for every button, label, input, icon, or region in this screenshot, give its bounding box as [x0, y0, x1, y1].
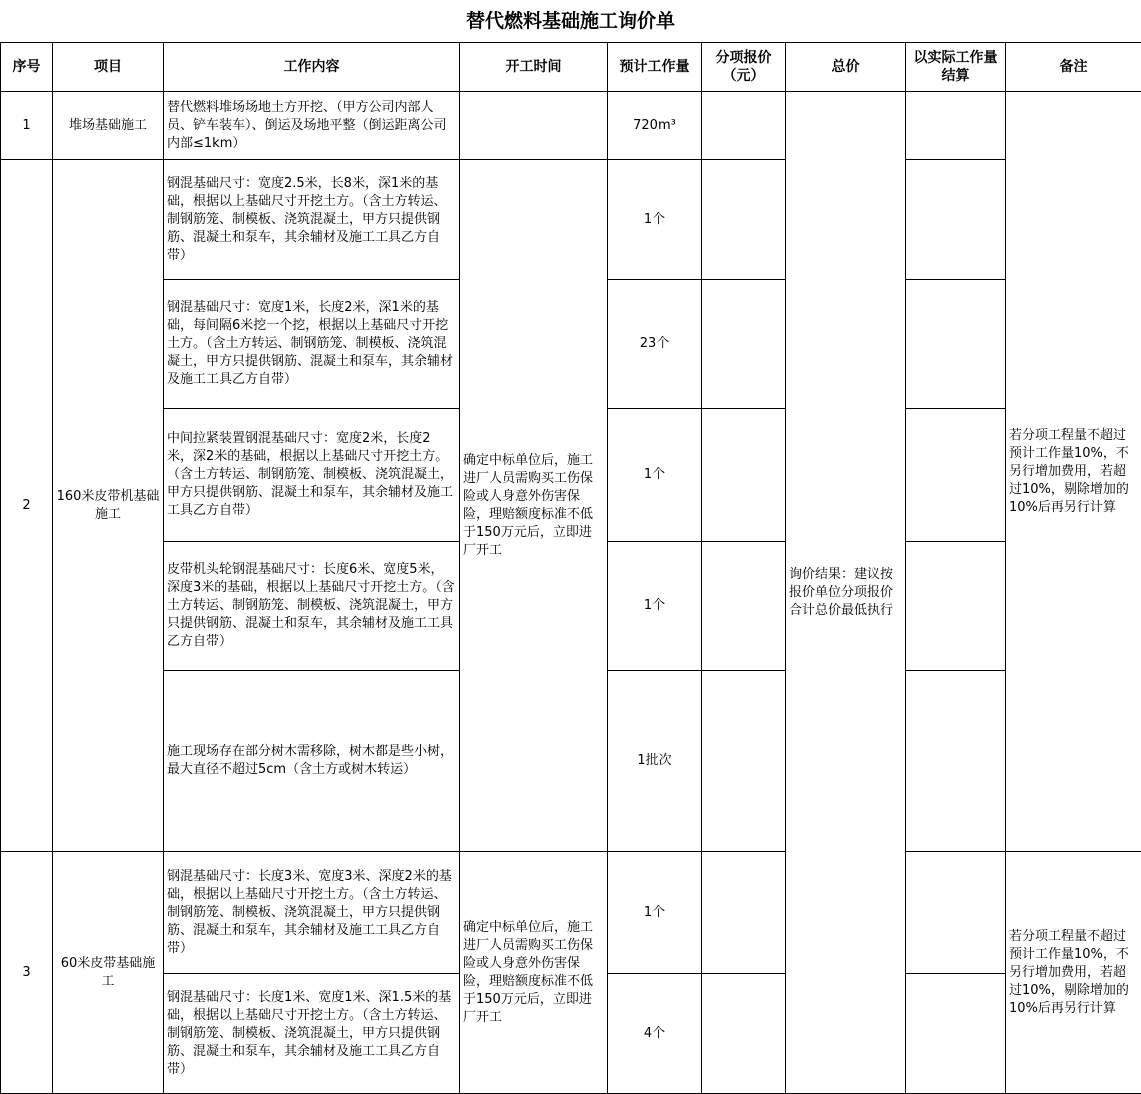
table-row: [1, 92, 1141, 160]
qty-cell: 1个: [608, 409, 702, 542]
header-remark: 备注: [1006, 43, 1141, 92]
settle-cell: [906, 92, 1006, 160]
item-cell: 160米皮带机基础施工: [53, 160, 164, 852]
settle-cell: [906, 542, 1006, 671]
content-cell: 替代燃料堆场场地土方开挖、（甲方公司内部人员、铲车装车）、倒运及场地平整（倒运距离公司内部≤1km）: [164, 92, 460, 160]
content-cell: 钢混基础尺寸：宽度2.5米，长8米，深1米的基础，根据以上基础尺寸开挖土方。（含土方转运、制钢筋笼、制模板、浇筑混凝土，甲方只提供钢筋、混凝土和泵车，其余辅材及施工工具乙方自带）: [164, 160, 460, 280]
content-cell: 钢混基础尺寸：长度3米、宽度3米、深度2米的基础，根据以上基础尺寸开挖土方。（含土方转运、制钢筋笼、制模板、浇筑混凝土，甲方只提供钢筋、混凝土和泵车，其余辅材及施工工具乙方自带）: [164, 852, 460, 974]
qty-cell: 1个: [608, 160, 702, 280]
quotation-table: [0, 42, 1141, 1094]
header-row: [1, 43, 1141, 92]
qty-cell: 1批次: [608, 671, 702, 852]
qty-cell: 720m³: [608, 92, 702, 160]
settle-cell: [906, 160, 1006, 280]
qty-cell: 1个: [608, 542, 702, 671]
seq-cell: 3: [1, 852, 53, 1094]
settle-cell: [906, 671, 1006, 852]
total-cell: 询价结果：建议按报价单位分项报价合计总价最低执行: [786, 92, 906, 1094]
seq-cell: 1: [1, 92, 53, 160]
header-total: 总价: [786, 43, 906, 92]
table-row: [1, 852, 1141, 974]
price-cell: [702, 671, 786, 852]
price-cell: [702, 852, 786, 974]
seq-cell: 2: [1, 160, 53, 852]
start-cell: 确定中标单位后，施工进厂人员需购买工伤保险或人身意外伤害保险，理赔额度标准不低于150万元后，立即进厂开工: [460, 160, 608, 852]
content-cell: 钢混基础尺寸：长度1米、宽度1米、深1.5米的基础，根据以上基础尺寸开挖土方。（含土方转运、制钢筋笼、制模板、浇筑混凝土，甲方只提供钢筋、混凝土和泵车，其余辅材及施工工具乙方自带）: [164, 974, 460, 1094]
remark-cell: 若分项工程量不超过预计工作量10%，不另行增加费用，若超过10%，剔除增加的10%后再另行计算: [1006, 92, 1141, 852]
content-cell: 钢混基础尺寸：宽度1米，长度2米，深1米的基础，每间隔6米挖一个挖，根据以上基础尺寸开挖土方。（含土方转运、制钢筋笼、制模板、浇筑混凝土，甲方只提供钢筋、混凝土和泵车，其余辅材及施工工具乙方自带）: [164, 280, 460, 409]
price-cell: [702, 409, 786, 542]
settle-cell: [906, 280, 1006, 409]
header-seq: 序号: [1, 43, 53, 92]
qty-cell: 1个: [608, 852, 702, 974]
header-qty: 预计工作量: [608, 43, 702, 92]
header-price: 分项报价（元）: [702, 43, 786, 92]
content-cell: 施工现场存在部分树木需移除，树木都是些小树，最大直径不超过5cm（含土方或树木转运）: [164, 671, 460, 852]
item-cell: 堆场基础施工: [53, 92, 164, 160]
header-content: 工作内容: [164, 43, 460, 92]
remark-cell: 若分项工程量不超过预计工作量10%，不另行增加费用，若超过10%，剔除增加的10%后再另行计算: [1006, 852, 1141, 1094]
start-cell-empty: [460, 92, 608, 160]
start-cell: 确定中标单位后，施工进厂人员需购买工伤保险或人身意外伤害保险，理赔额度标准不低于150万元后，立即进厂开工: [460, 852, 608, 1094]
settle-cell: [906, 409, 1006, 542]
header-settle: 以实际工作量结算: [906, 43, 1006, 92]
table-row: [1, 160, 1141, 280]
qty-cell: 23个: [608, 280, 702, 409]
content-cell: 皮带机头轮钢混基础尺寸：长度6米、宽度5米，深度3米的基础，根据以上基础尺寸开挖土方。（含土方转运、制钢筋笼、制模板、浇筑混凝土，甲方只提供钢筋、混凝土和泵车，其余辅材及施工工具乙方自带）: [164, 542, 460, 671]
page-title: 替代燃料基础施工询价单: [0, 0, 1141, 42]
content-cell: 中间拉紧装置钢混基础尺寸：宽度2米，长度2米，深2米的基础，根据以上基础尺寸开挖土方。（含土方转运、制钢筋笼、制模板、浇筑混凝土，甲方只提供钢筋、混凝土和泵车，其余辅材及施工工具乙方自带）: [164, 409, 460, 542]
qty-cell: 4个: [608, 974, 702, 1094]
price-cell: [702, 280, 786, 409]
header-item: 项目: [53, 43, 164, 92]
price-cell: [702, 974, 786, 1094]
item-cell: 60米皮带基础施工: [53, 852, 164, 1094]
header-start: 开工时间: [460, 43, 608, 92]
settle-cell: [906, 852, 1006, 974]
price-cell: [702, 92, 786, 160]
price-cell: [702, 160, 786, 280]
price-cell: [702, 542, 786, 671]
settle-cell: [906, 974, 1006, 1094]
